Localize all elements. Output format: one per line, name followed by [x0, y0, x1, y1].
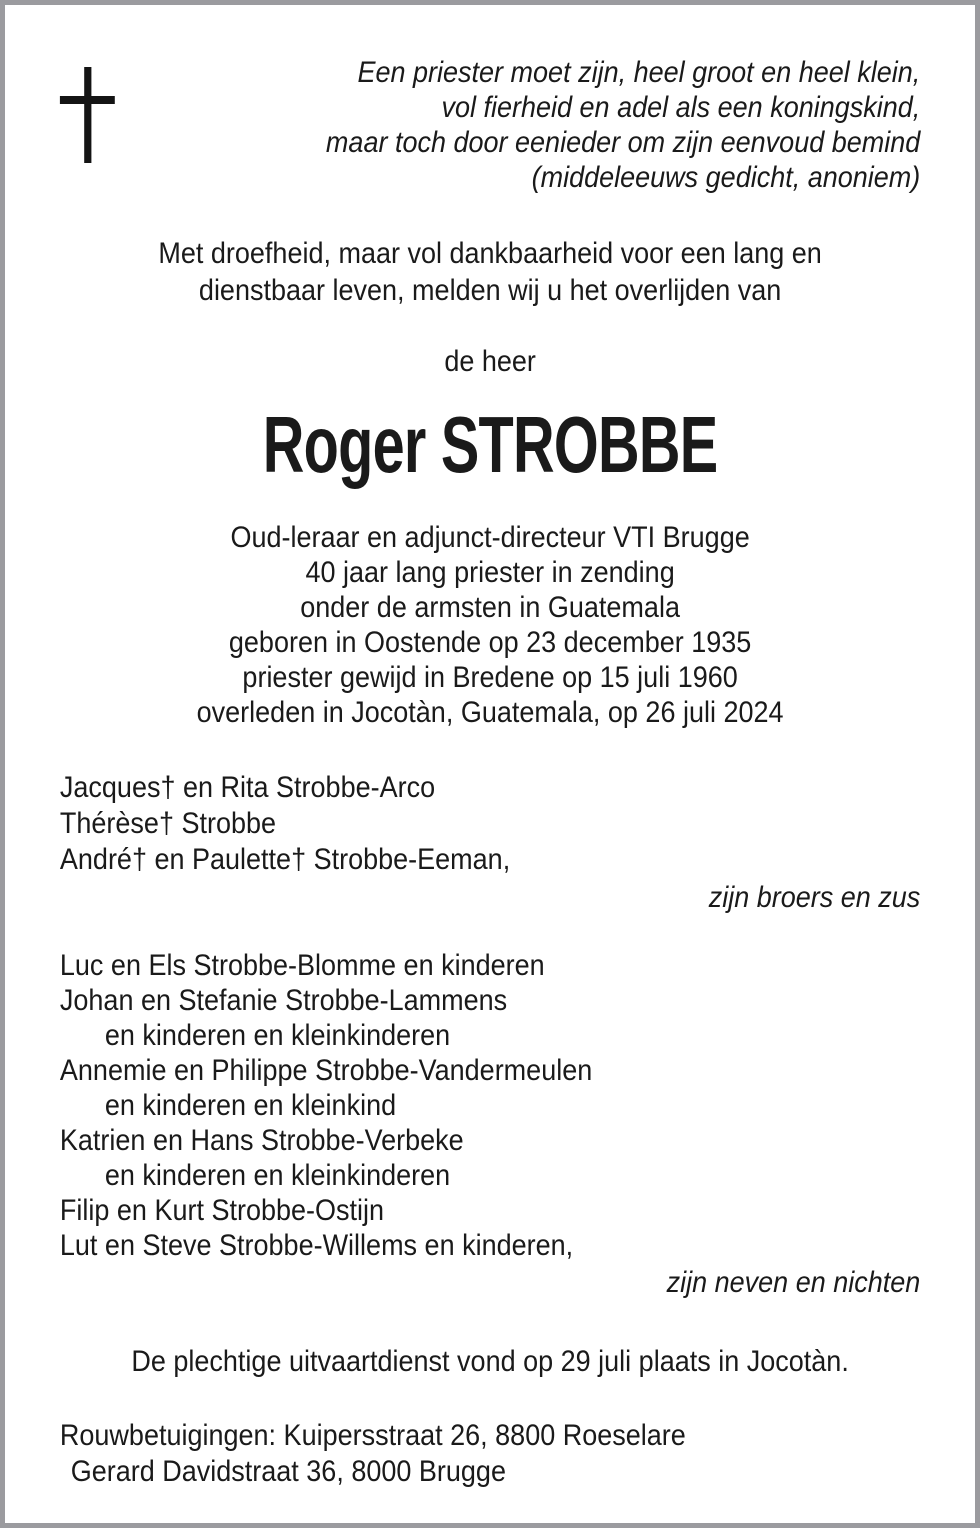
- bio-line: overleden in Jocotàn, Guatemala, op 26 juli 2024: [196, 696, 784, 729]
- bio-line: geboren in Oostende op 23 december 1935: [228, 626, 752, 659]
- funeral-service-notice: De plechtige uitvaartdienst vond op 29 juli plaats in Jocotàn.: [131, 1345, 849, 1378]
- card-content: [5, 5, 975, 1490]
- cross-horizontal-bar: [60, 96, 115, 104]
- poem: [60, 55, 920, 195]
- family-member-line: Filip en Kurt Strobbe-Ostijn: [59, 1194, 385, 1227]
- biography: [60, 520, 920, 730]
- bio-line: onder de armsten in Guatemala: [300, 591, 680, 624]
- cross-vertical-bar: [84, 67, 91, 163]
- family-member-line: en kinderen en kleinkinderen: [104, 1019, 451, 1052]
- poem-line: maar toch door eenieder om zijn eenvoud bemind: [325, 126, 921, 159]
- bio-line: Oud-leraar en adjunct-directeur VTI Brugge: [230, 521, 750, 554]
- latin-cross-icon: [60, 67, 115, 163]
- announcement-intro: [60, 235, 920, 309]
- intro-line: Met droefheid, maar vol dankbaarheid voor een lang en: [158, 237, 822, 270]
- family-member-line: Johan en Stefanie Strobbe-Lammens: [59, 984, 508, 1017]
- poem-line: Een priester moet zijn, heel groot en heel klein,: [357, 56, 921, 89]
- condolence-address-line: Rouwbetuigingen: Kuipersstraat 26, 8800 Roeselare: [59, 1419, 686, 1452]
- deceased-name: Roger STROBBE: [262, 400, 718, 489]
- family-member-line: Annemie en Philippe Strobbe-Vandermeulen: [59, 1054, 593, 1087]
- family-member-line: Thérèse† Strobbe: [59, 807, 277, 840]
- card-header: [60, 55, 920, 195]
- poem-line: vol fierheid en adel als een koningskind,: [441, 91, 921, 124]
- intro-line: dienstbaar leven, melden wij u het overlijden van: [198, 274, 782, 307]
- family-member-line: en kinderen en kleinkind: [104, 1089, 397, 1122]
- condolence-addresses: [60, 1418, 920, 1490]
- family-member-line: Lut en Steve Strobbe-Willems en kinderen,: [59, 1229, 574, 1262]
- family-member-line: Luc en Els Strobbe-Blomme en kinderen: [59, 949, 545, 982]
- family-member-line: André† en Paulette† Strobbe-Eeman,: [59, 843, 511, 876]
- poem-attribution: (middeleeuws gedicht, anoniem): [531, 161, 921, 194]
- salutation: de heer: [444, 345, 536, 378]
- family-member-line: en kinderen en kleinkinderen: [104, 1159, 451, 1192]
- bio-line: 40 jaar lang priester in zending: [305, 556, 675, 589]
- family-member-line: Jacques† en Rita Strobbe-Arco: [59, 771, 436, 804]
- nieces-nephews-relation-label: zijn neven en nichten: [666, 1266, 921, 1299]
- siblings-relation-label: zijn broers en zus: [708, 881, 921, 914]
- siblings-list: [60, 770, 920, 878]
- bio-line: priester gewijd in Bredene op 15 juli 1960: [242, 661, 738, 694]
- condolence-address-line: Gerard Davidstraat 36, 8000 Brugge: [70, 1455, 506, 1488]
- family-member-line: Katrien en Hans Strobbe-Verbeke: [59, 1124, 464, 1157]
- nieces-nephews-list: [60, 948, 920, 1263]
